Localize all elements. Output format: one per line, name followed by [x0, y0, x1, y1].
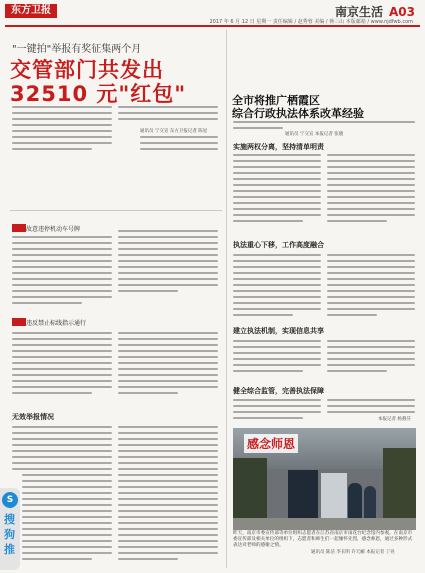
photo-credit: 通讯员 陈洁 李长明 许天郦 本报记者 丁亮 [311, 550, 395, 555]
lead-headline-line1[interactable]: 交管部门共发出 [10, 58, 164, 82]
right-section-1-title: 实施两权分离，坚持清单明责 [233, 143, 324, 151]
right-section-4-title: 健全综合监管，完善执法保障 [233, 387, 324, 395]
right-section-3-title: 建立执法机制，实现信息共享 [233, 327, 324, 335]
right-section-2-title: 执法重心下移，工作高度融合 [233, 241, 324, 249]
right-author: 本报记者 杨燕芬 [378, 417, 411, 422]
section-name: 南京生活 [334, 5, 383, 19]
dateline: 2017 年 6 月 12 日 星期一 责任编辑 / 赵秀蓉 美编 / 蒋三山 本版邮箱 / www.njdfwb.com [209, 19, 413, 25]
header-rule [5, 25, 420, 27]
divider [10, 210, 222, 211]
sogou-push-label[interactable]: 搜狗推 [4, 513, 15, 556]
lead-byline: 通讯员 宁交宣 东方卫报记者 陈星 [140, 129, 208, 134]
lead-subhead-3: 无效举报情况 [12, 413, 54, 421]
sogou-icon[interactable]: S [2, 492, 18, 508]
right-headline-line2[interactable]: 综合行政执法体系改革经验 [232, 107, 364, 120]
photo-caption: 昨天，南京市委宣传部等单位组织志愿者在江苏省南京市雨花台纪念馆内参观。在南京市委宣传部及相关单位的组织下，志愿者和师生们一起缅怀先烈，感念师恩，通过多种形式表达对老师的感谢之情。 [233, 531, 413, 548]
subhead-tag [12, 224, 26, 232]
photo-title: 感念师恩 [244, 434, 298, 453]
lead-kicker: "一键拍"举报有奖征集两个月 [12, 44, 142, 55]
page-number: A03 [389, 5, 415, 19]
right-byline: 通讯员 宁交宣 本报记者 张晓 [285, 132, 344, 137]
subhead-tag [12, 318, 26, 326]
right-headline-line1[interactable]: 全市将推广栖霞区 [232, 94, 320, 107]
lead-headline-line2[interactable]: 32510 元"红包" [10, 82, 187, 106]
masthead-logo: 东方卫报 [5, 4, 57, 18]
column-divider [226, 30, 227, 568]
